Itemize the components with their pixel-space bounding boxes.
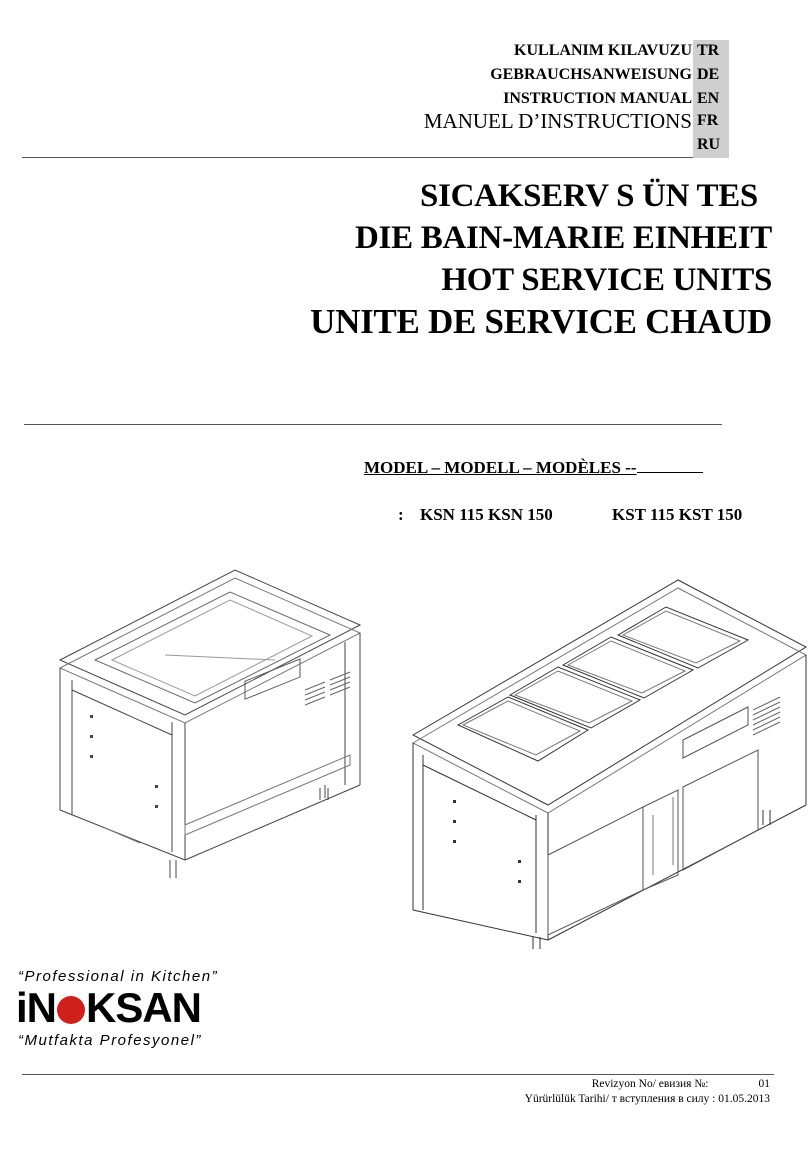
manual-title-de: GEBRAUCHSANWEISUNG (490, 66, 692, 83)
ksn-unit-illustration (50, 560, 370, 890)
lang-tr: TR (697, 42, 720, 59)
model-prefix: : (398, 505, 404, 524)
model-heading: MODEL – MODELL – MODÈLES -- (364, 458, 703, 478)
logo-text-left: iN (16, 984, 56, 1031)
footer-rule (22, 1074, 774, 1075)
kst-unit-illustration (408, 575, 808, 950)
title-rule (24, 424, 722, 425)
effective-date-line: Yürürlülük Tarihi/ т вступления в силу : 01.05.2013 (524, 1093, 770, 1105)
model-group-kst: KST 115 KST 150 (612, 505, 743, 524)
brand-tagline-top: “Professional in Kitchen” (18, 968, 219, 985)
lang-ru: RU (697, 136, 721, 153)
logo-red-dot-icon (57, 996, 85, 1024)
lang-de: DE (697, 66, 720, 83)
lang-fr: FR (697, 112, 719, 129)
revision-line: Revizyon No/ евизия №: 01 (591, 1078, 770, 1090)
manual-title-en: INSTRUCTION MANUAL (503, 90, 692, 107)
title-fr: UNITE DE SERVICE CHAUD (310, 302, 772, 341)
manual-title-fr: MANUEL D’INSTRUCTIONS (423, 109, 692, 133)
title-en: HOT SERVICE UNITS (441, 262, 772, 298)
model-group-ksn: KSN 115 KSN 150 (420, 505, 553, 524)
brand-tagline-bottom: “Mutfakta Profesyonel” (18, 1032, 202, 1049)
logo-text-right: KSAN (86, 984, 202, 1031)
title-tr: SICAKSERV S ÜN TES (420, 178, 758, 214)
lang-en: EN (697, 90, 720, 107)
manual-title-tr: KULLANIM KILAVUZU (514, 42, 692, 59)
brand-logo (16, 984, 201, 1032)
title-de: DIE BAIN-MARIE EINHEIT (355, 220, 772, 256)
header-rule (22, 157, 693, 158)
